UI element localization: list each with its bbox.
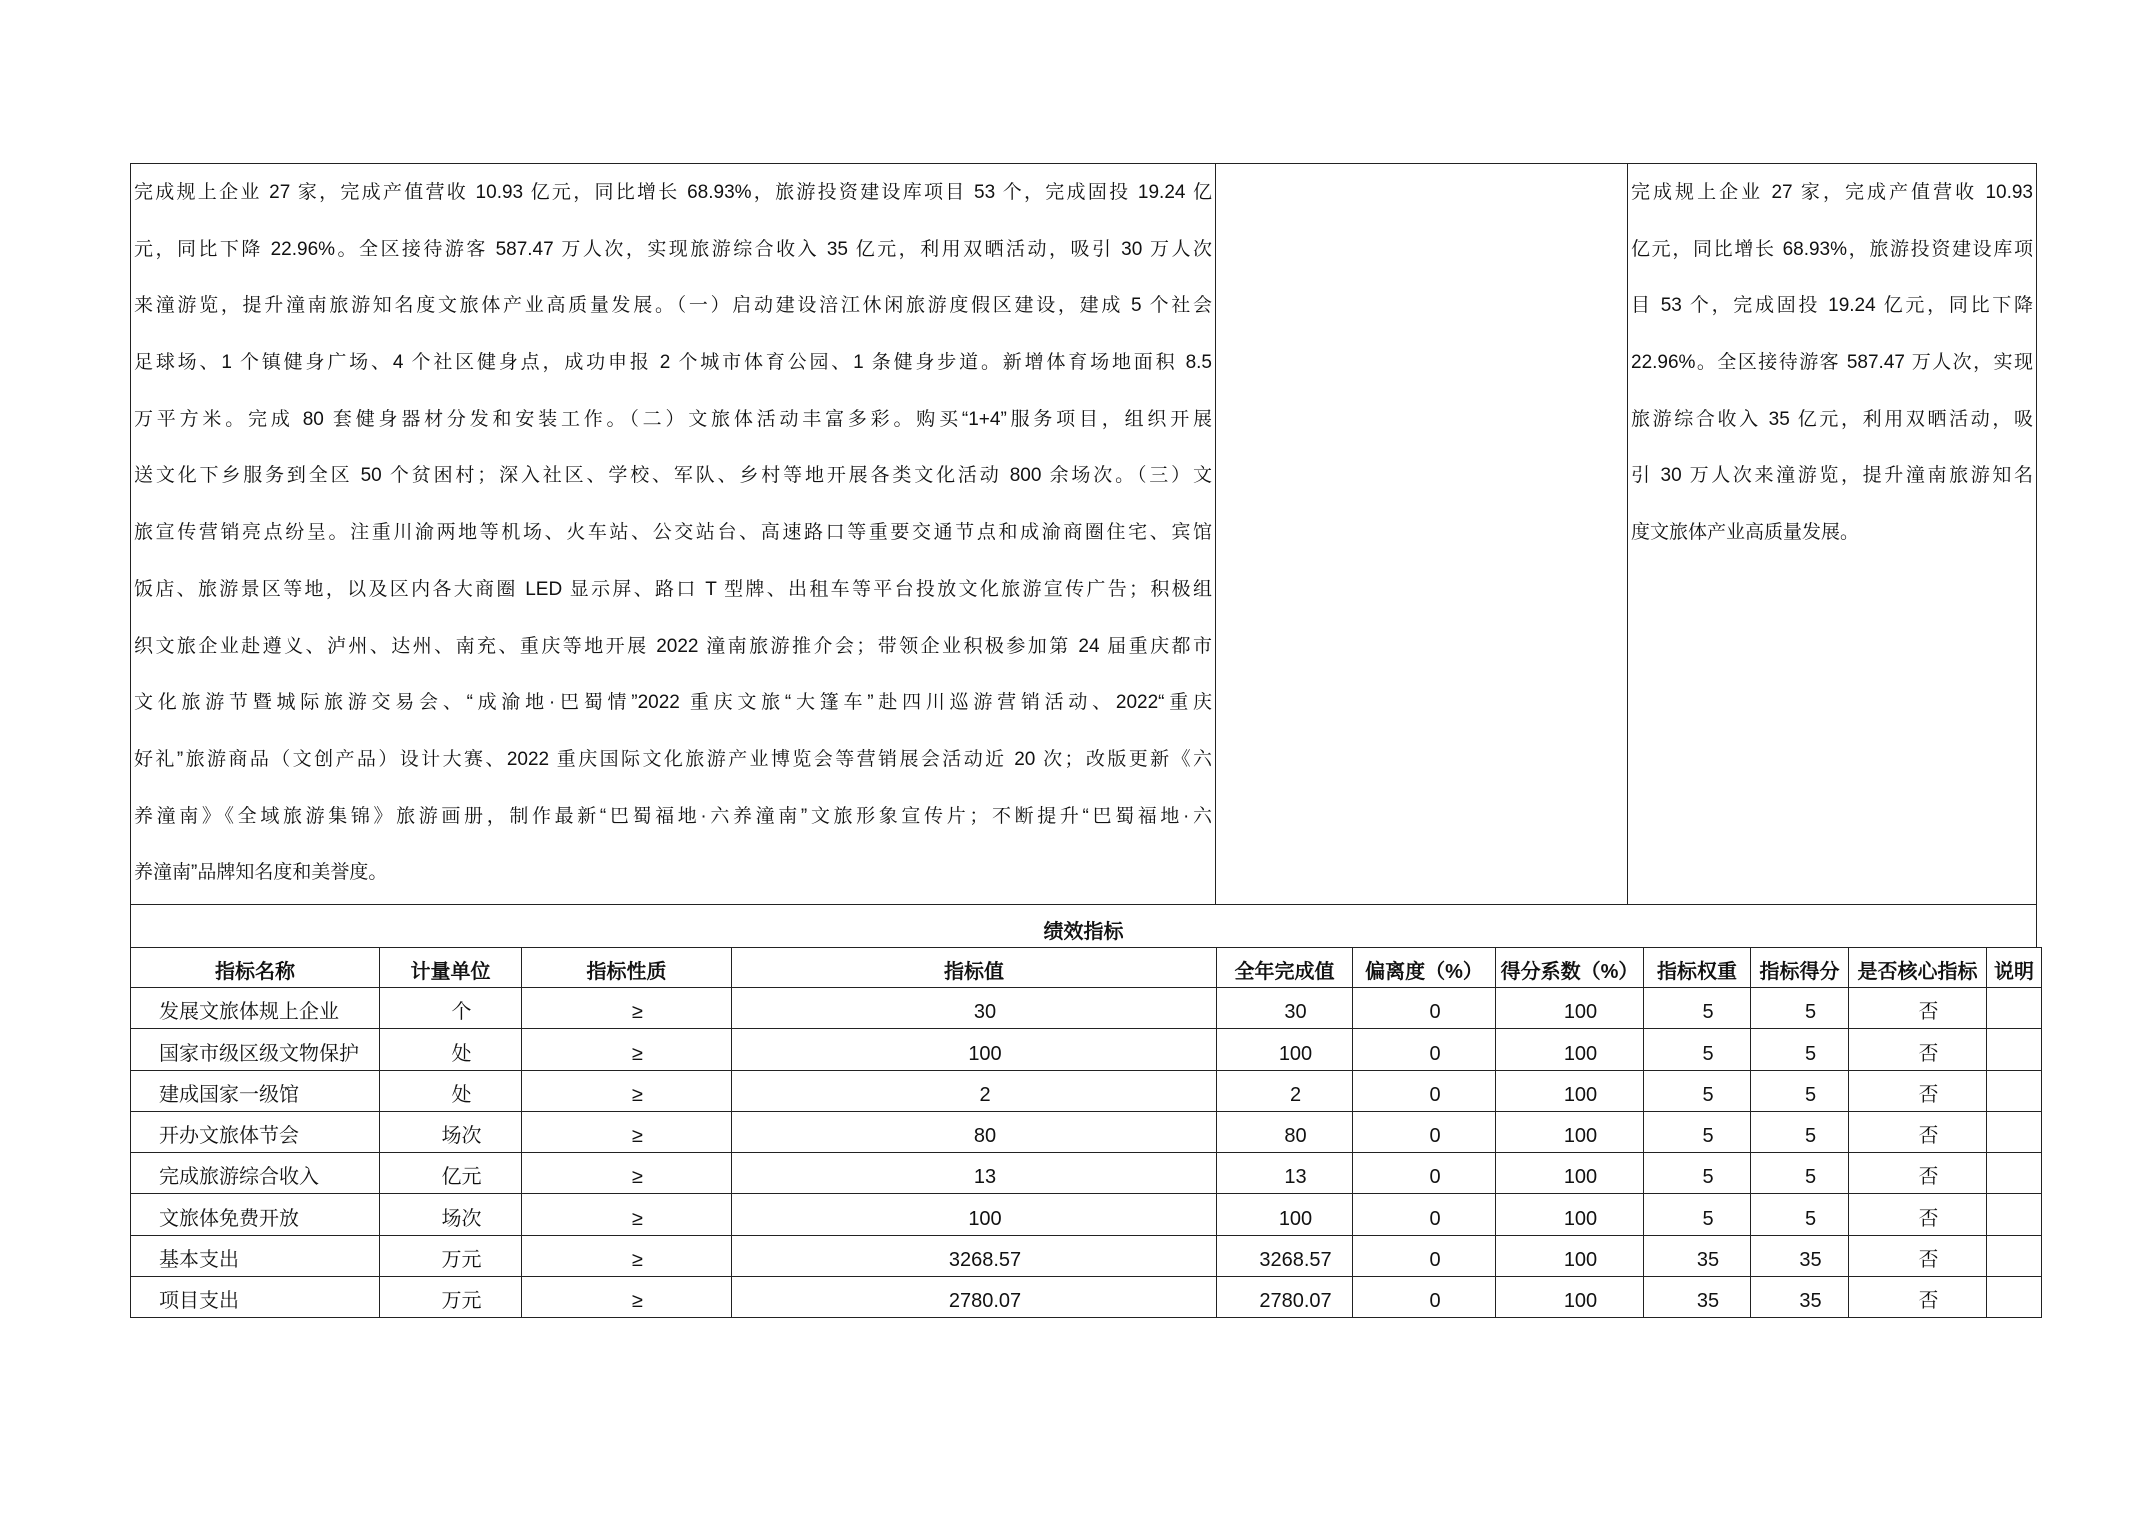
score-cell: 5 [1751, 1194, 1849, 1235]
header-score: 指标得分 [1751, 948, 1849, 988]
detail-line: 送文化下乡服务到全区 50 个贫困村；深入社区、学校、军队、乡村等地开展各类文化活动 800 余场次。（三）文 [134, 465, 1212, 487]
core-indicator-cell: 否 [1849, 1194, 1987, 1235]
header-core-indicator: 是否核心指标 [1849, 948, 1987, 988]
nature-cell: ≥ [522, 1236, 732, 1277]
unit-cell: 处 [380, 1029, 522, 1070]
unit-cell: 场次 [380, 1112, 522, 1153]
detail-line: 养潼南》《全域旅游集锦》旅游画册，制作最新“巴蜀福地·六养潼南”文旅形象宣传片；不断提升“巴蜀福地·六 [134, 805, 1212, 827]
weight-cell: 5 [1644, 1194, 1751, 1235]
score-cell: 5 [1751, 1029, 1849, 1070]
core-indicator-cell: 否 [1849, 1153, 1987, 1194]
target-value-cell: 2780.07 [732, 1277, 1217, 1318]
score-coefficient-cell: 100 [1496, 1071, 1644, 1112]
summary-line: 目 53 个，完成固投 19.24 亿元，同比下降 [1631, 295, 2033, 317]
target-value-cell: 30 [732, 988, 1217, 1029]
nature-cell: ≥ [522, 1112, 732, 1153]
header-nature: 指标性质 [522, 948, 732, 988]
header-note: 说明 [1987, 948, 2042, 988]
header-unit: 计量单位 [380, 948, 522, 988]
project-detail-cell [131, 164, 1216, 904]
deviation-cell: 0 [1353, 1029, 1496, 1070]
summary-line: 22.96%。全区接待游客 587.47 万人次，实现 [1631, 352, 2033, 374]
score-cell: 5 [1751, 1153, 1849, 1194]
header-weight: 指标权重 [1644, 948, 1751, 988]
note-cell [1987, 988, 2042, 1029]
actual-value-cell: 2 [1217, 1071, 1353, 1112]
nature-cell: ≥ [522, 1153, 732, 1194]
core-indicator-cell: 否 [1849, 1112, 1987, 1153]
actual-value-cell: 100 [1217, 1029, 1353, 1070]
target-value-cell: 3268.57 [732, 1236, 1217, 1277]
performance-table [130, 947, 2042, 1318]
weight-cell: 5 [1644, 988, 1751, 1029]
indicator-name-cell: 基本支出 [131, 1236, 380, 1277]
actual-value-cell: 13 [1217, 1153, 1353, 1194]
detail-line: 养潼南”品牌知名度和美誉度。 [134, 862, 388, 884]
header-deviation: 偏离度（%） [1353, 948, 1496, 988]
unit-cell: 处 [380, 1071, 522, 1112]
weight-cell: 5 [1644, 1153, 1751, 1194]
summary-line: 完成规上企业 27 家，完成产值营收 10.93 [1631, 182, 2033, 203]
actual-value-cell: 100 [1217, 1194, 1353, 1235]
nature-cell: ≥ [522, 1029, 732, 1070]
note-cell [1987, 1194, 2042, 1235]
deviation-cell: 0 [1353, 1236, 1496, 1277]
project-summary-cell [1628, 164, 2036, 904]
note-cell [1987, 1153, 2042, 1194]
header-indicator-name: 指标名称 [131, 948, 380, 988]
unit-cell: 个 [380, 988, 522, 1029]
target-value-cell: 80 [732, 1112, 1217, 1153]
header-actual-value: 全年完成值 [1217, 948, 1353, 988]
score-coefficient-cell: 100 [1496, 1194, 1644, 1235]
middle-empty-cell [1216, 164, 1628, 904]
target-value-cell: 2 [732, 1071, 1217, 1112]
indicator-name-cell: 国家市级区级文物保护 [131, 1029, 380, 1070]
core-indicator-cell: 否 [1849, 1029, 1987, 1070]
deviation-cell: 0 [1353, 1071, 1496, 1112]
deviation-cell: 0 [1353, 988, 1496, 1029]
header-score-coefficient: 得分系数（%） [1496, 948, 1644, 988]
indicator-name-cell: 完成旅游综合收入 [131, 1153, 380, 1194]
summary-line: 亿元，同比增长 68.93%，旅游投资建设库项 [1631, 238, 2033, 260]
indicator-name-cell: 发展文旅体规上企业 [131, 988, 380, 1029]
unit-cell: 亿元 [380, 1153, 522, 1194]
summary-line: 旅游综合收入 35 亿元，利用双晒活动，吸 [1631, 408, 2033, 430]
header-target-value: 指标值 [732, 948, 1217, 988]
target-value-cell: 13 [732, 1153, 1217, 1194]
detail-line: 来潼游览，提升潼南旅游知名度文旅体产业高质量发展。（一）启动建设涪江休闲旅游度假区建设，建成 5 个社会 [134, 295, 1212, 317]
weight-cell: 5 [1644, 1071, 1751, 1112]
score-cell: 35 [1751, 1277, 1849, 1318]
target-value-cell: 100 [732, 1029, 1217, 1070]
nature-cell: ≥ [522, 988, 732, 1029]
summary-line: 度文旅体产业高质量发展。 [1631, 522, 1860, 544]
detail-line: 元，同比下降 22.96%。全区接待游客 587.47 万人次，实现旅游综合收入 35 亿元，利用双晒活动，吸引 30 万人次 [134, 238, 1212, 260]
detail-line: 饭店、旅游景区等地，以及区内各大商圈 LED 显示屏、路口 T 型牌、出租车等平台投放文化旅游宣传广告；积极组 [134, 578, 1212, 600]
indicator-name-cell: 文旅体免费开放 [131, 1194, 380, 1235]
score-cell: 5 [1751, 988, 1849, 1029]
unit-cell: 万元 [380, 1277, 522, 1318]
indicator-name-cell: 建成国家一级馆 [131, 1071, 380, 1112]
detail-line: 好礼”旅游商品（文创产品）设计大赛、2022 重庆国际文化旅游产业博览会等营销展会活动近 20 次；改版更新《六 [134, 748, 1212, 770]
score-coefficient-cell: 100 [1496, 1153, 1644, 1194]
indicator-name-cell: 项目支出 [131, 1277, 380, 1318]
weight-cell: 5 [1644, 1112, 1751, 1153]
deviation-cell: 0 [1353, 1153, 1496, 1194]
core-indicator-cell: 否 [1849, 988, 1987, 1029]
note-cell [1987, 1029, 2042, 1070]
note-cell [1987, 1112, 2042, 1153]
weight-cell: 5 [1644, 1029, 1751, 1070]
detail-line: 足球场、1 个镇健身广场、4 个社区健身点，成功申报 2 个城市体育公园、1 条健身步道。新增体育场地面积 8.5 [134, 352, 1212, 374]
score-cell: 5 [1751, 1071, 1849, 1112]
score-coefficient-cell: 100 [1496, 988, 1644, 1029]
actual-value-cell: 2780.07 [1217, 1277, 1353, 1318]
actual-value-cell: 30 [1217, 988, 1353, 1029]
note-cell [1987, 1236, 2042, 1277]
detail-line: 文化旅游节暨城际旅游交易会、“成渝地·巴蜀情”2022 重庆文旅“大篷车”赴四川巡游营销活动、2022“重庆 [134, 692, 1212, 714]
score-coefficient-cell: 100 [1496, 1112, 1644, 1153]
actual-value-cell: 80 [1217, 1112, 1353, 1153]
weight-cell: 35 [1644, 1277, 1751, 1318]
deviation-cell: 0 [1353, 1277, 1496, 1318]
target-value-cell: 100 [732, 1194, 1217, 1235]
score-cell: 35 [1751, 1236, 1849, 1277]
deviation-cell: 0 [1353, 1112, 1496, 1153]
weight-cell: 35 [1644, 1236, 1751, 1277]
core-indicator-cell: 否 [1849, 1277, 1987, 1318]
core-indicator-cell: 否 [1849, 1236, 1987, 1277]
detail-line: 完成规上企业 27 家，完成产值营收 10.93 亿元，同比增长 68.93%，旅游投资建设库项目 53 个，完成固投 19.24 亿 [134, 182, 1212, 203]
indicator-name-cell: 开办文旅体节会 [131, 1112, 380, 1153]
core-indicator-cell: 否 [1849, 1071, 1987, 1112]
detail-line: 万平方米。完成 80 套健身器材分发和安装工作。（二）文旅体活动丰富多彩。购买“1+4”服务项目，组织开展 [134, 408, 1212, 430]
nature-cell: ≥ [522, 1194, 732, 1235]
detail-line: 旅宣传营销亮点纷呈。注重川渝两地等机场、火车站、公交站台、高速路口等重要交通节点和成渝商圈住宅、宾馆 [134, 522, 1212, 544]
unit-cell: 万元 [380, 1236, 522, 1277]
project-description-box [130, 163, 2037, 905]
deviation-cell: 0 [1353, 1194, 1496, 1235]
actual-value-cell: 3268.57 [1217, 1236, 1353, 1277]
note-cell [1987, 1071, 2042, 1112]
score-coefficient-cell: 100 [1496, 1277, 1644, 1318]
performance-section-title: 绩效指标 [130, 904, 2037, 948]
detail-line: 织文旅企业赴遵义、泸州、达州、南充、重庆等地开展 2022 潼南旅游推介会；带领企业积极参加第 24 届重庆都市 [134, 635, 1212, 657]
score-coefficient-cell: 100 [1496, 1029, 1644, 1070]
summary-line: 引 30 万人次来潼游览，提升潼南旅游知名 [1631, 465, 2033, 487]
nature-cell: ≥ [522, 1277, 732, 1318]
note-cell [1987, 1277, 2042, 1318]
score-coefficient-cell: 100 [1496, 1236, 1644, 1277]
nature-cell: ≥ [522, 1071, 732, 1112]
unit-cell: 场次 [380, 1194, 522, 1235]
score-cell: 5 [1751, 1112, 1849, 1153]
